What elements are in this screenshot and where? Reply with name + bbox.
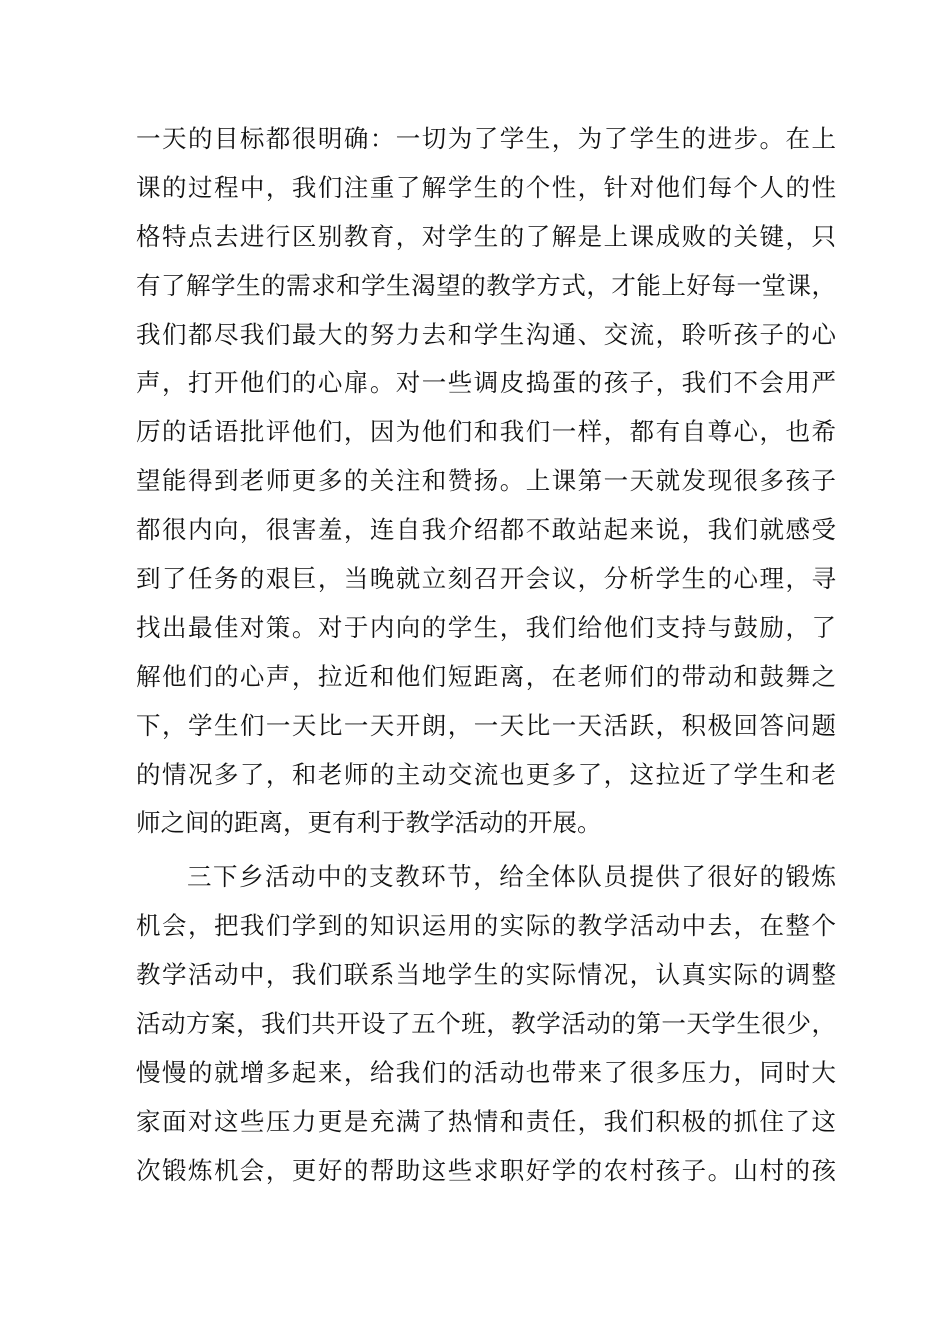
text-line: 望能得到老师更多的关注和赞扬。上课第一天就发现很多孩子	[136, 466, 836, 496]
document-body	[136, 115, 836, 1196]
text-line: 厉的话语批评他们，因为他们和我们一样，都有自尊心，也希	[136, 417, 836, 447]
paragraph-1	[136, 115, 836, 848]
text-line: 一天的目标都很明确：一切为了学生，为了学生的进步。在上	[136, 124, 836, 153]
text-line: 机会，把我们学到的知识运用的实际的教学活动中去，在整个	[136, 911, 836, 941]
text-line: 找出最佳对策。对于内向的学生，我们给他们支持与鼓励，了	[136, 612, 836, 642]
text-line: 次锻炼机会，更好的帮助这些求职好学的农村孩子。山村的孩	[136, 1155, 836, 1185]
text-line: 到了任务的艰巨，当晚就立刻召开会议，分析学生的心理，寻	[136, 564, 836, 594]
text-line: 声，打开他们的心扉。对一些调皮捣蛋的孩子，我们不会用严	[136, 368, 836, 398]
text-line: 格特点去进行区别教育，对学生的了解是上课成败的关键，只	[136, 221, 836, 251]
text-line: 解他们的心声，拉近和他们短距离，在老师们的带动和鼓舞之	[136, 661, 836, 691]
text-line: 下，学生们一天比一天开朗，一天比一天活跃，积极回答问题	[136, 710, 836, 740]
text-line: 的情况多了，和老师的主动交流也更多了，这拉近了学生和老	[136, 759, 836, 789]
text-line: 都很内向，很害羞，连自我介绍都不敢站起来说，我们就感受	[136, 515, 836, 545]
text-line: 活动方案，我们共开设了五个班，教学活动的第一天学生很少，	[136, 1009, 836, 1039]
text-line: 有了解学生的需求和学生渴望的教学方式，才能上好每一堂课，	[136, 270, 836, 300]
text-line: 师之间的距离，更有利于教学活动的开展。	[136, 808, 602, 838]
text-line: 我们都尽我们最大的努力去和学生沟通、交流，聆听孩子的心	[136, 319, 836, 349]
text-line: 慢慢的就增多起来，给我们的活动也带来了很多压力，同时大	[136, 1057, 836, 1087]
text-line: 课的过程中，我们注重了解学生的个性，针对他们每个人的性	[136, 172, 836, 202]
text-line: 教学活动中，我们联系当地学生的实际情况，认真实际的调整	[136, 960, 836, 990]
text-line: 三下乡活动中的支教环节，给全体队员提供了很好的锻炼	[187, 862, 836, 892]
text-line: 家面对这些压力更是充满了热情和责任，我们积极的抓住了这	[136, 1106, 836, 1136]
paragraph-2	[136, 853, 836, 1195]
